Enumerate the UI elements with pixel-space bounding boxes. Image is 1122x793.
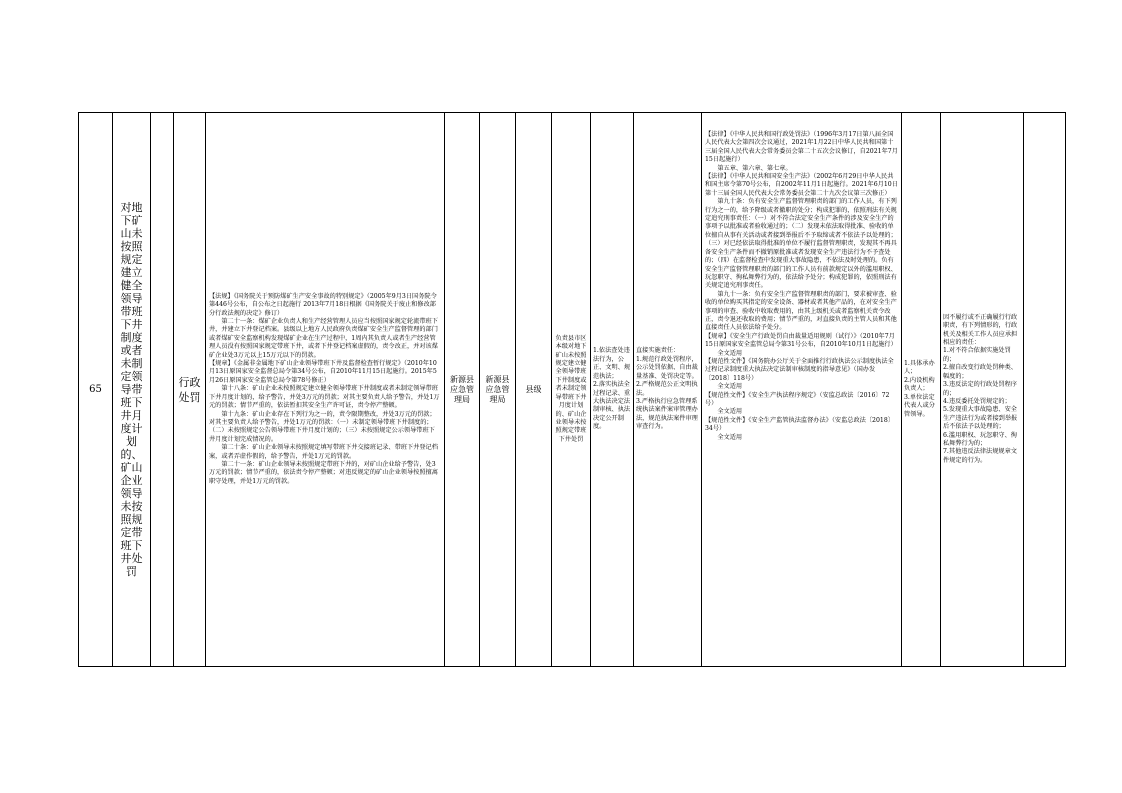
responsibility-table: [78, 112, 1066, 667]
basis: 【法规】《国务院关于预防煤矿生产安全事故的特别规定》（2005年9月3日国务院令第446号公布，自公布之日起施行 2013年7月18日根据《国务院关于废止和修改部分行政法规的决定》修订） 第二十一条：煤矿企业负责人和生产经营管理人员应当按照国家规定轮流带班下井，并建立下井登记档案。县级以上地方人民政府负责煤矿安全生产监督管理的部门或者煤矿安全监察机构发现煤矿企业在生产过程中，1周内其负责人或者生产经营管理人员没有按照国家规定带班下井，或者下井登记档案虚假的，责令改正，并对该煤矿企业处3万元以上15万元以下的罚款。 【规章】《金属非金属地下矿山企业领导带班下井及监督检查暂行规定》（2010年10月13日原国家安全监督总局令第34号公布，自2010年11月15日起施行。2015年5月26日原国家安全监管总局令第78号修正） 第十八条：矿山企业未按照规定建立健全领导带班下井制度或者未制定领导带班下井月度计划的，给予警告，并处3万元的罚款；对其主要负责人给予警告，并处1万元的罚款；情节严重的，依法暂扣其安全生产许可证，责令停产整顿。 第十九条：矿山企业存在下列行为之一的，责令限期整改，并处3万元的罚款；对其主要负责人给予警告，并处1万元的罚款：（一）未制定领导带班下井制度的；（二）未按照规定公告领导带班下井月度计划的；（三）未按照规定公示领导带班下井月度计划完成情况的。 第二十条：矿山企业领导未按照规定填写带班下井交接班记录、带班下井登记档案，或者弄虚作假的，给予警告，并处1万元的罚款。 第二十一条：矿山企业领导未按照规定带班下井的，对矿山企业给予警告，处3万元的罚款；情节严重的，依法责令停产整顿；对违反规定的矿山企业领导按照擅离职守处理，并处1万元的罚款。: [206, 113, 445, 667]
subject: 负责县市区本级对地下矿山未按照规定建立健全领导带班下井制度或者未制定领导带班下井月度计划的、矿山企业领导未按照规定带班下井处罚: [552, 113, 591, 667]
implementing-unit: 新源县应急管理局: [445, 113, 480, 667]
legal-basis: 【法律】《中华人民共和国行政处罚法》（1996年3月17日第八届全国人民代表大会第四次会议通过，2021年1月22日中华人民共和国第十三届全国人民代表大会常务委员会第二十五次会议修订，自2021年7月15日起施行） 第五章、第六章、第七章。 【法律】《中华人民共和国安全生产法》（2002年6月29日中华人民共和国主席令第70号公布，自2002年11月1日起施行。2021年6月10日第十三届全国人民代表大会常务委员会第二十九次会议第三次修正） 第九十条：负有安全生产监督管理职责的部门的工作人员，有下列行为之一的，给予降级或者撤职的处分；构成犯罪的，依照刑法有关规定追究刑事责任：（一）对不符合法定安全生产条件的涉及安全生产的事项予以批准或者验收通过的；（二）发现未依法取得批准、验收的单位擅自从事有关活动或者接到举报后不予取缔或者不依法予以处理的；（三）对已经依法取得批准的单位不履行监督管理职责，发现其不再具备安全生产条件而不撤销原批准或者发现安全生产违法行为不予查处的；（四）在监督检查中发现重大事故隐患，不依法及时处理的。负有安全生产监督管理职责的部门的工作人员有前款规定以外的滥用职权、玩忽职守、徇私舞弊行为的，依法给予处分；构成犯罪的，依照刑法有关规定追究刑事责任。 第九十一条：负有安全生产监督管理职责的部门，要求被审查、验收的单位购买其指定的安全设备、器材或者其他产品的，在对安全生产事项的审查、验收中收取费用的，由其上级机关或者监察机关责令改正，责令退还收取的费用；情节严重的，对直接负责的主管人员和其他直接责任人员依法给予处分。 【规章】《安全生产行政处罚自由裁量适用规则（试行）》（2010年7月15日原国家安全监管总局令第31号公布，自2010年10月1日起施行） 全文适用 【规范性文件】《国务院办公厅关于全面推行行政执法公示制度执法全过程记录制度重大执法决定法制审核制度的指导意见》（国办发〔2018〕118号） 全文适用 【规范性文件】《安全生产执法程序规定》（安监总政法〔2016〕72号） 全文适用 【规范性文件】《安全生产监管执法监督办法》（安监总政法〔2018〕34号） 全文适用: [702, 113, 902, 667]
table-row: [79, 113, 1066, 667]
level: 县级: [516, 113, 552, 667]
duties: 1.依法查处违法行为，公正、文明、规范执法； 2.落实执法全过程记录、重大执法决定法制审核、执法决定公开制度。: [591, 113, 634, 667]
category: 行政处罚: [174, 113, 206, 667]
row-number: 65: [79, 113, 113, 667]
accountability: 因不履行或不正确履行行政职责，有下列情形的，行政机关及相关工作人员应承担相应的责任： 1.对不符合依据实施处罚的； 2.擅自改变行政处罚种类、幅度的； 3.违反法定的行政处罚程序的； 4.违反委托处罚规定的； 5.发现重大事故隐患、安全生产违法行为或者接到举报后不依法予以处理的； 6.滥用职权、玩忽职守、徇私舞弊行为的； 7.其他违反法律法规规章文件规定的行为。: [941, 113, 1024, 667]
direct-responsibility: 直接实施责任： 1.规范行政处罚程序，公示处罚依据、自由裁量基准、处罚决定等。 2.严格规范公正文明执法。 3.严格执行应急管理系统执法案件案审管理办法，规范执法案件审理审查行为。: [634, 113, 702, 667]
item-name: 对地下矿山未按照规定建立健全领导带班下井制度或者未制定领导带班下井月度计划的、矿山企业领导未按照规定带班下井处罚: [113, 113, 151, 667]
responsibility-subjects: 1.具体承办人； 2.内设机构负责人； 3.单位法定代表人或分管领导。: [902, 113, 941, 667]
spacer-cell: [151, 113, 174, 667]
responsible-unit: 新源县应急管理局: [480, 113, 516, 667]
remark: [1024, 113, 1066, 667]
